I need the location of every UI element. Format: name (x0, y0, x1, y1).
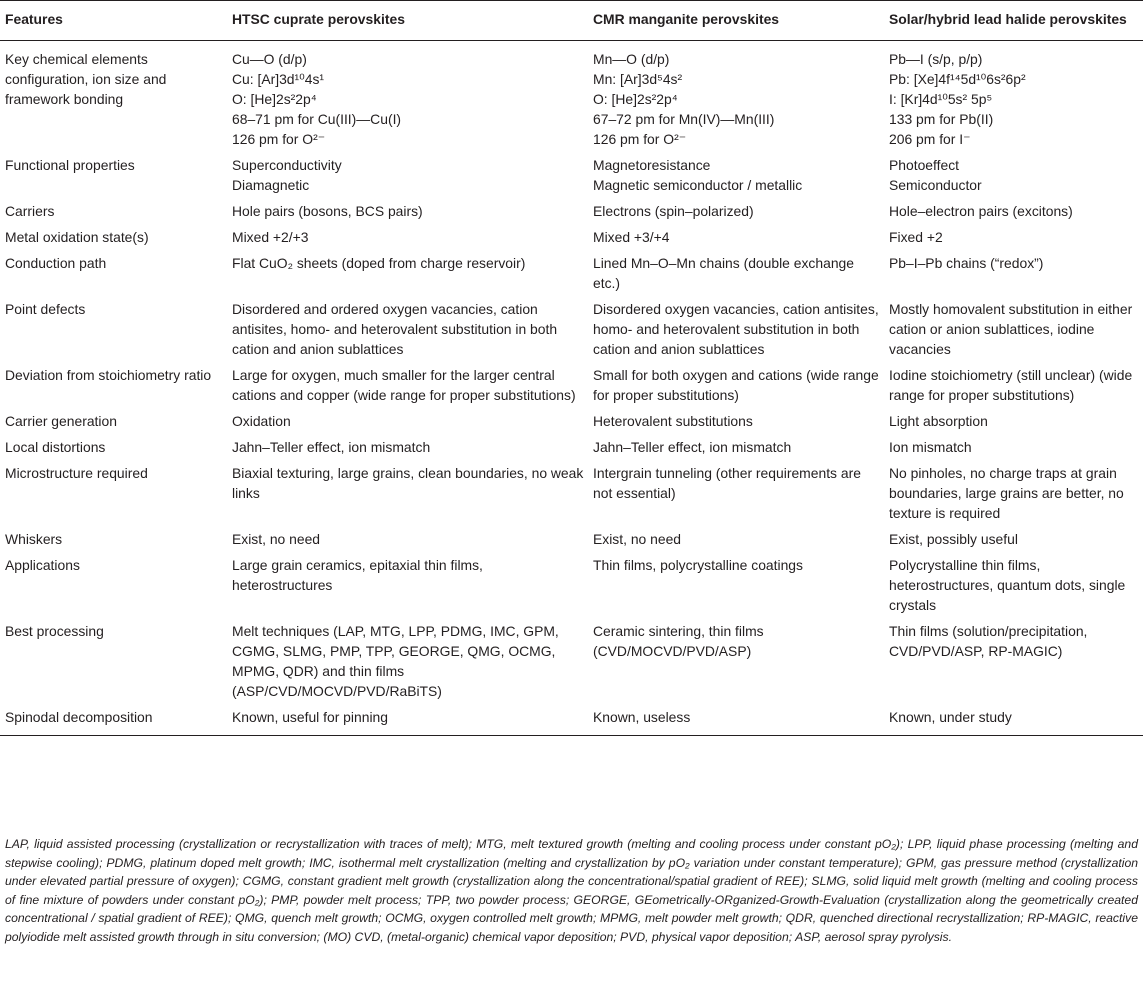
cmr-cell: Ceramic sintering, thin films (CVD/MOCVD/PVD/ASP) (593, 623, 764, 659)
lead-halide-cell: Fixed +2 (889, 229, 943, 245)
lead-halide-cell: Iodine stoichiometry (still unclear) (wide range for proper substitutions) (889, 367, 1133, 403)
table-row (0, 225, 1143, 251)
feature-cell: Metal oxidation state(s) (5, 229, 149, 245)
feature-cell: Best processing (5, 623, 104, 639)
feature-cell: Functional properties (5, 157, 135, 173)
feature-cell: Microstructure required (5, 465, 148, 481)
table-row (0, 199, 1143, 225)
htsc-cell: Hole pairs (bosons, BCS pairs) (232, 203, 423, 219)
table-row (0, 153, 1143, 199)
feature-cell: Local distortions (5, 439, 106, 455)
header-row (0, 1, 1143, 41)
table-row (0, 619, 1143, 705)
htsc-cell: Melt techniques (LAP, MTG, LPP, PDMG, IMC, GPM, CGMG, SLMG, PMP, TPP, GEORGE, QMG, OCMG, MPMG, QDR) and thin films (ASP/CVD/MOCVD/PVD/RaBiTS) (232, 623, 559, 699)
lead-halide-cell: Light absorption (889, 413, 988, 429)
cmr-cell: Mn—O (d/p) Mn: [Ar]3d⁵4s² O: [He]2s²2p⁴ 67–72 pm for Mn(IV)—Mn(III) 126 pm for O²⁻ (593, 51, 775, 147)
lead-halide-cell: Ion mismatch (889, 439, 972, 455)
header-features: Features (0, 1, 227, 41)
lead-halide-cell: No pinholes, no charge traps at grain boundaries, large grains are better, no texture is required (889, 465, 1124, 521)
htsc-cell: Large grain ceramics, epitaxial thin films, heterostructures (232, 557, 483, 593)
cmr-cell: Magnetoresistance Magnetic semiconductor / metallic (593, 157, 803, 193)
htsc-cell: Large for oxygen, much smaller for the larger central cations and copper (wide range for proper substitutions) (232, 367, 576, 403)
cmr-cell: Intergrain tunneling (other requirements are not essential) (593, 465, 861, 501)
table-row (0, 41, 1143, 154)
table-row (0, 409, 1143, 435)
htsc-cell: Disordered and ordered oxygen vacancies, cation antisites, homo- and heterovalent substitution in both cation and anion sublattices (232, 301, 558, 357)
table-row (0, 553, 1143, 619)
htsc-cell: Superconductivity Diamagnetic (232, 157, 342, 193)
table-header (0, 1, 1143, 41)
feature-cell: Applications (5, 557, 80, 573)
feature-cell: Key chemical elements configuration, ion size and framework bonding (5, 51, 167, 107)
header-cmr-manganite: CMR manganite perovskites (588, 1, 884, 41)
cmr-cell: Thin films, polycrystalline coatings (593, 557, 803, 573)
feature-cell: Carrier generation (5, 413, 117, 429)
lead-halide-cell: Polycrystalline thin films, heterostructures, quantum dots, single crystals (889, 557, 1126, 613)
feature-cell: Conduction path (5, 255, 107, 271)
feature-cell: Deviation from stoichiometry ratio (5, 367, 212, 383)
cmr-cell: Lined Mn–O–Mn chains (double exchange etc.) (593, 255, 855, 291)
table-row (0, 297, 1143, 363)
cmr-cell: Heterovalent substitutions (593, 413, 753, 429)
htsc-cell: Exist, no need (232, 531, 321, 547)
lead-halide-cell: Mostly homovalent substitution in either cation or anion sublattices, iodine vacancies (889, 301, 1133, 357)
header-lead-halide: Solar/hybrid lead halide perovskites (884, 1, 1143, 41)
table-row (0, 251, 1143, 297)
lead-halide-cell: Hole–electron pairs (excitons) (889, 203, 1073, 219)
table-row (0, 705, 1143, 736)
lead-halide-cell: Pb—I (s/p, p/p) Pb: [Xe]4f¹⁴5d¹⁰6s²6p² I: [Kr]4d¹⁰5s² 5p⁵ 133 pm for Pb(II) 206 pm for I⁻ (889, 51, 1026, 147)
table-body (0, 41, 1143, 736)
cmr-cell: Electrons (spin–polarized) (593, 203, 754, 219)
table-row (0, 461, 1143, 527)
feature-cell: Point defects (5, 301, 86, 317)
table-row (0, 527, 1143, 553)
cmr-cell: Disordered oxygen vacancies, cation antisites, homo- and heterovalent substitution in both cation and anion sublattices (593, 301, 879, 357)
lead-halide-cell: Exist, possibly useful (889, 531, 1018, 547)
feature-cell: Spinodal decomposition (0, 705, 227, 736)
table-row (0, 363, 1143, 409)
htsc-cell: Oxidation (232, 413, 291, 429)
htsc-cell: Mixed +2/+3 (232, 229, 309, 245)
table-row (0, 435, 1143, 461)
header-htsc-cuprate: HTSC cuprate perovskites (227, 1, 588, 41)
htsc-cell: Cu—O (d/p) Cu: [Ar]3d¹⁰4s¹ O: [He]2s²2p⁴ 68–71 pm for Cu(III)—Cu(I) 126 pm for O²⁻ (232, 51, 402, 147)
cmr-cell: Known, useless (588, 705, 884, 736)
table-footnote: LAP, liquid assisted processing (crystallization or recrystallization with traces of melt); MTG, melt textured growth (melting and cooling process under constant pO₂); LPP, liquid phase processing (melting and stepwise cooling); PDMG, platinum doped melt growth; IMC, isothermal melt crystallization (melting and crystallization by pO₂ variation under constant temperature); GPM, gas pressure method (crystallization under elevated partial pressure of oxygen); CGMG, constant gradient melt growth (crystallization along the concentrational/spatial gradient of REE); SLMG, solid liquid melt growth (melting and cooling process of fine mixture of powders under constant pO₂); PMP, powder melt process; TPP, two powder process; GEORGE, GEometrically-ORganized-Growth-Evaluation (crystallization along the geometrically created concentrational / spatial gradient of REE); QMG, quench melt growth; OCMG, oxygen controlled melt growth; MPMG, melt powder melt growth; QDR, quenched directional recrystallization; RP-MAGIC, reactive polyiodide melt assisted growth through in situ conversion; (MO) CVD, (metal-organic) chemical vapor deposition; PVD, physical vapor deposition; ASP, aerosol spray pyrolysis. (5, 837, 1138, 944)
cmr-cell: Jahn–Teller effect, ion mismatch (593, 439, 792, 455)
feature-cell: Whiskers (5, 531, 63, 547)
cmr-cell: Exist, no need (593, 531, 682, 547)
htsc-cell: Biaxial texturing, large grains, clean boundaries, no weak links (232, 465, 584, 501)
cmr-cell: Mixed +3/+4 (593, 229, 670, 245)
cmr-cell: Small for both oxygen and cations (wide range for proper substitutions) (593, 367, 879, 403)
lead-halide-cell: Photoeffect Semiconductor (889, 157, 982, 193)
lead-halide-cell: Thin films (solution/precipitation, CVD/PVD/ASP, RP-MAGIC) (889, 623, 1088, 659)
htsc-cell: Flat CuO₂ sheets (doped from charge reservoir) (232, 255, 526, 271)
htsc-cell: Known, useful for pinning (227, 705, 588, 736)
htsc-cell: Jahn–Teller effect, ion mismatch (232, 439, 431, 455)
lead-halide-cell: Known, under study (884, 705, 1143, 736)
lead-halide-cell: Pb–I–Pb chains (“redox”) (889, 255, 1044, 271)
feature-cell: Carriers (5, 203, 55, 219)
